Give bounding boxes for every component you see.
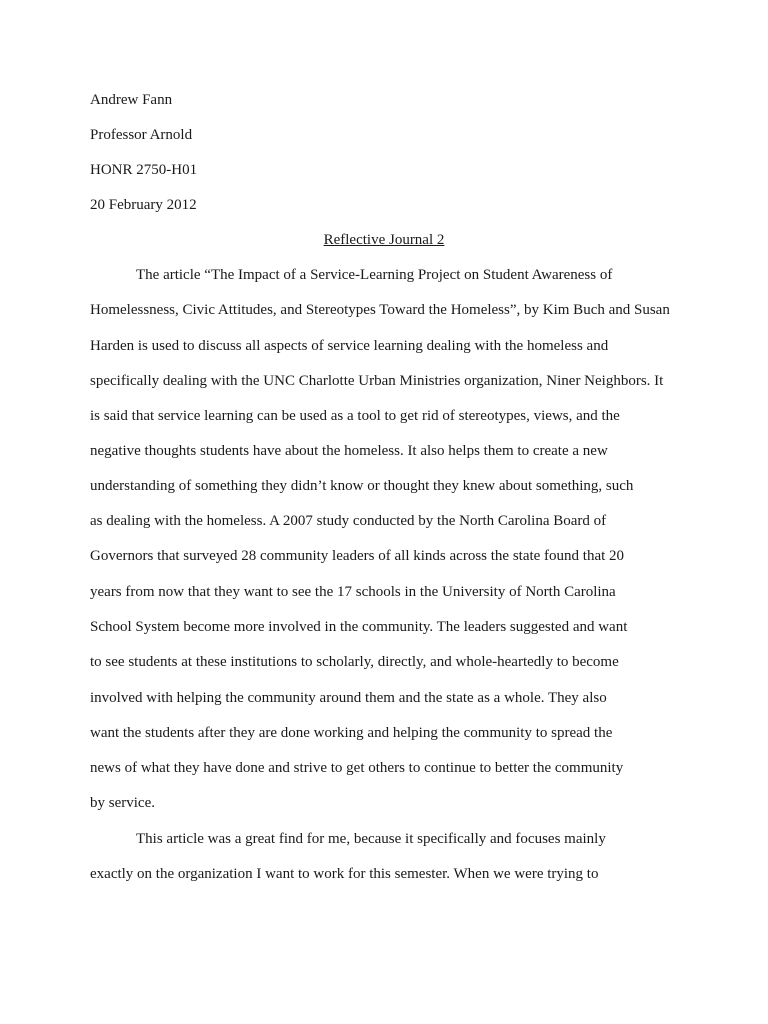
body-line: involved with helping the community around them and the state as a whole. They also <box>90 690 607 706</box>
body-line: specifically dealing with the UNC Charlotte Urban Ministries organization, Niner Neighbors. It <box>90 373 664 389</box>
body-line: understanding of something they didn’t know or thought they knew about something, such <box>90 478 634 494</box>
body-line: exactly on the organization I want to work for this semester. When we were trying to <box>90 866 599 882</box>
body-line: negative thoughts students have about the homeless. It also helps them to create a new <box>90 443 608 459</box>
body-line: by service. <box>90 795 155 811</box>
body-line: School System become more involved in the community. The leaders suggested and want <box>90 619 628 635</box>
body-line: years from now that they want to see the 17 schools in the University of North Carolina <box>90 584 616 600</box>
document-title: Reflective Journal 2 <box>323 232 445 248</box>
course-code: HONR 2750-H01 <box>90 162 198 178</box>
body-line: The article “The Impact of a Service-Learning Project on Student Awareness of <box>136 267 613 283</box>
professor-name: Professor Arnold <box>90 127 193 143</box>
document-date: 20 February 2012 <box>90 197 197 213</box>
body-line: want the students after they are done working and helping the community to spread the <box>90 725 613 741</box>
body-line: news of what they have done and strive to get others to continue to better the community <box>90 760 624 776</box>
body-line: is said that service learning can be used as a tool to get rid of stereotypes, views, and the <box>90 408 620 424</box>
body-line: Governors that surveyed 28 community leaders of all kinds across the state found that 20 <box>90 548 625 564</box>
student-name: Andrew Fann <box>90 92 173 108</box>
body-line: to see students at these institutions to scholarly, directly, and whole-heartedly to become <box>90 654 619 670</box>
body-line: Harden is used to discuss all aspects of service learning dealing with the homeless and <box>90 338 609 354</box>
body-line: This article was a great find for me, because it specifically and focuses mainly <box>136 831 606 847</box>
body-line: Homelessness, Civic Attitudes, and Stereotypes Toward the Homeless”, by Kim Buch and Susan <box>90 302 670 318</box>
body-line: as dealing with the homeless. A 2007 study conducted by the North Carolina Board of <box>90 513 607 529</box>
